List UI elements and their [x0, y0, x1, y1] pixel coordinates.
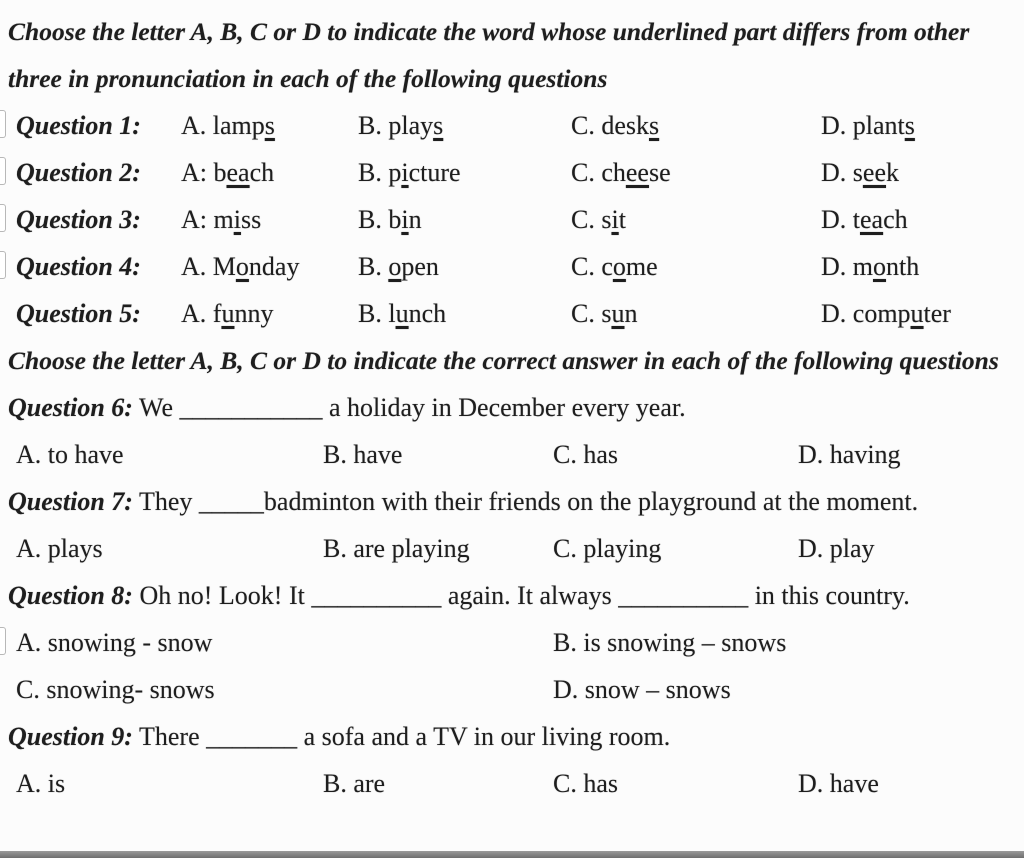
- option: A. is: [16, 769, 66, 798]
- option: C. cheese: [571, 158, 671, 187]
- scan-artifact-tick: [0, 110, 6, 138]
- option: D. snow – snows: [553, 675, 731, 704]
- option: A: miss: [181, 205, 262, 234]
- underlined-letters: s: [904, 111, 915, 140]
- underlined-letters: i: [233, 205, 241, 234]
- underlined-letters: s: [649, 111, 660, 140]
- section1-instruction: Choose the letter A, B, C or D to indicate the word whose underlined part differs from other three in pronunciation in each of the following questions: [8, 17, 970, 93]
- option: A: beach: [181, 158, 275, 187]
- question-stem-row: Question 7: They _____badminton with their friends on the playground at the moment.: [8, 487, 919, 516]
- underlined-letters: ee: [625, 158, 649, 187]
- option: C. snowing- snows: [16, 675, 215, 704]
- scan-artifact-tick: [0, 251, 6, 279]
- options-row: [8, 666, 1016, 713]
- scan-artifact-tick: [0, 204, 6, 232]
- options-row: [8, 619, 1016, 666]
- question-row: [8, 243, 1016, 290]
- question-stem-row: Question 8: Oh no! Look! It __________ again. It always __________ in this country.: [8, 581, 910, 610]
- question-stem-row: Question 9: There _______ a sofa and a TV in our living room.: [8, 722, 671, 751]
- underlined-letters: o: [388, 252, 402, 281]
- underlined-letters: ee: [862, 158, 886, 187]
- options-row: [8, 760, 1016, 807]
- underlined-letters: o: [873, 252, 886, 281]
- question-row: [8, 290, 1016, 337]
- option: A. funny: [181, 299, 274, 328]
- question-label: Question 8:: [8, 581, 133, 610]
- underlined-letters: u: [395, 299, 409, 328]
- option: B. is snowing – snows: [553, 628, 787, 657]
- question-label: Question 1:: [16, 111, 141, 140]
- underlined-letters: o: [612, 252, 626, 281]
- option: D. teach: [821, 205, 908, 234]
- question-label: Question 2:: [16, 158, 141, 187]
- option: B. bin: [358, 205, 422, 234]
- scan-bottom-edge: [0, 851, 1024, 858]
- underlined-letters: i: [401, 205, 409, 234]
- option: B. are: [323, 769, 386, 798]
- option: C. has: [553, 769, 618, 798]
- options-row: [8, 431, 1016, 478]
- option: D. have: [798, 769, 879, 798]
- option: C. has: [553, 440, 618, 469]
- section1-rows: [8, 102, 1016, 337]
- section2-rows: [8, 384, 1016, 807]
- question-label: Question 6:: [8, 393, 133, 422]
- question-label: Question 9:: [8, 722, 133, 751]
- option: B. are playing: [323, 534, 470, 563]
- option: A. snowing - snow: [16, 628, 213, 657]
- option: A. lamps: [181, 111, 275, 140]
- option: C. playing: [553, 534, 662, 563]
- option: B. open: [358, 252, 439, 281]
- question-label: Question 7:: [8, 487, 133, 516]
- question-stem-row: Question 6: We ___________ a holiday in December every year.: [8, 393, 686, 422]
- option: C. come: [571, 252, 658, 281]
- option: D. computer: [821, 299, 951, 328]
- option: C. desks: [571, 111, 660, 140]
- option: D. plants: [821, 111, 915, 140]
- underlined-letters: u: [611, 299, 625, 328]
- underlined-letters: ea: [860, 205, 884, 234]
- underlined-letters: o: [235, 252, 249, 281]
- option: B. plays: [358, 111, 444, 140]
- option: D. having: [798, 440, 901, 469]
- underlined-letters: s: [433, 111, 444, 140]
- scan-artifact-tick: [0, 157, 6, 185]
- section2-instruction: Choose the letter A, B, C or D to indicate the correct answer in each of the following questions: [8, 346, 999, 375]
- option: B. picture: [358, 158, 461, 187]
- question-row: [8, 149, 1016, 196]
- underlined-letters: ea: [226, 158, 250, 187]
- question-row: [8, 196, 1016, 243]
- scan-artifact-tick: [0, 627, 6, 655]
- option: D. month: [821, 252, 920, 281]
- option: C. sun: [571, 299, 638, 328]
- option: A. plays: [16, 534, 103, 563]
- option: B. have: [323, 440, 403, 469]
- question-label: Question 4:: [16, 252, 141, 281]
- underlined-letters: u: [221, 299, 235, 328]
- question-row: [8, 102, 1016, 149]
- option: D. play: [798, 534, 875, 563]
- option: A. to have: [16, 440, 124, 469]
- option: D. seek: [821, 158, 899, 187]
- option: B. lunch: [358, 299, 447, 328]
- question-label: Question 3:: [16, 205, 141, 234]
- question-label: Question 5:: [16, 299, 141, 328]
- underlined-letters: i: [611, 205, 619, 234]
- option: C. sit: [571, 205, 626, 234]
- underlined-letters: i: [401, 158, 409, 187]
- option: A. Monday: [181, 252, 300, 281]
- underlined-letters: s: [264, 111, 275, 140]
- options-row: [8, 525, 1016, 572]
- underlined-letters: u: [910, 299, 924, 328]
